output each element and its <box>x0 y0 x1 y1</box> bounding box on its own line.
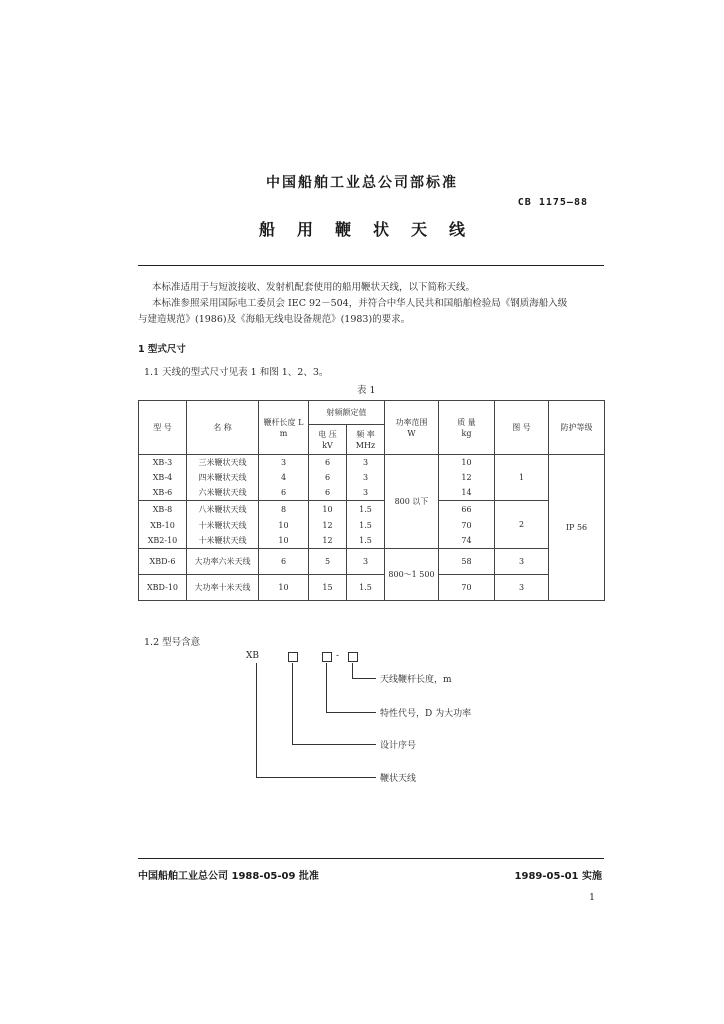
cell-frequency: 3 <box>347 455 385 471</box>
cell-name: 六米鞭状天线 <box>187 485 259 501</box>
intro-line-2: 本标准参照采用国际电工委员会 IEC 92－504，并符合中华人民共和国船舶检验局《钢质海船入级 <box>152 298 568 309</box>
cell-voltage: 6 <box>309 485 347 501</box>
organization-title: 中国船舶工业总公司部标准 <box>266 175 458 191</box>
cell-length: 10 <box>259 519 309 533</box>
cell-mass: 66 <box>439 501 495 519</box>
cell-name: 大功率六米天线 <box>187 549 259 575</box>
leader-line-feature-v <box>326 663 327 712</box>
header-voltage-unit: kV <box>322 440 333 450</box>
cell-frequency: 3 <box>347 485 385 501</box>
header-protection: 防护等级 <box>549 401 605 455</box>
header-model: 型 号 <box>139 401 187 455</box>
header-figure: 图 号 <box>495 401 549 455</box>
cell-model: XB2-10 <box>139 533 187 549</box>
header-rule <box>138 265 604 266</box>
cell-name: 大功率十米天线 <box>187 575 259 601</box>
cell-length: 6 <box>259 485 309 501</box>
cell-name: 四米鞭状天线 <box>187 471 259 485</box>
cell-model: XB-8 <box>139 501 187 519</box>
header-mass <box>439 401 495 455</box>
spec-table <box>138 400 605 601</box>
header-name: 名 称 <box>187 401 259 455</box>
header-mass-unit: kg <box>461 428 472 438</box>
designation-dash: - <box>336 651 340 661</box>
table-row <box>139 455 605 471</box>
header-length-unit: m <box>279 428 288 438</box>
table-row <box>139 575 605 601</box>
cell-voltage: 12 <box>309 533 347 549</box>
cell-mass: 10 <box>439 455 495 471</box>
cell-frequency: 1.5 <box>347 501 385 519</box>
cell-model: XBD-10 <box>139 575 187 601</box>
intro-line-1: 本标准适用于与短波接收、发射机配套使用的船用鞭状天线，以下简称天线。 <box>152 282 476 293</box>
cell-mass: 14 <box>439 485 495 501</box>
header-power-unit: W <box>407 428 416 438</box>
cell-figure-group-2: 2 <box>495 501 549 549</box>
feature-code-box <box>322 652 332 662</box>
cell-voltage: 6 <box>309 471 347 485</box>
cell-mass: 74 <box>439 533 495 549</box>
cell-frequency: 3 <box>347 549 385 575</box>
cell-length: 10 <box>259 575 309 601</box>
cell-length: 10 <box>259 533 309 549</box>
intro-line-3: 与建造规范》(1986)及《海船无线电设备规范》(1983)的要求。 <box>138 314 411 325</box>
cell-power-group-1: 800 以下 <box>385 455 439 549</box>
cell-figure-group-1: 1 <box>495 455 549 501</box>
header-frequency-unit: MHz <box>355 440 376 450</box>
implementation-date: 1989-05-01 实施 <box>514 871 602 882</box>
design-number-box <box>288 652 298 662</box>
cell-model: XB-6 <box>139 485 187 501</box>
header-rf-rating: 射频额定值 <box>309 401 385 425</box>
table-caption: 表 1 <box>357 385 376 396</box>
cell-length: 8 <box>259 501 309 519</box>
leader-line-feature-h <box>326 712 376 713</box>
leader-line-design-h <box>292 744 376 745</box>
approval-info: 中国船舶工业总公司 1988-05-09 批准 <box>138 871 319 882</box>
cell-frequency: 3 <box>347 471 385 485</box>
cell-length: 6 <box>259 549 309 575</box>
cell-name: 八米鞭状天线 <box>187 501 259 519</box>
cell-protection: IP 56 <box>549 455 605 601</box>
leader-line-length-v <box>352 663 353 678</box>
page-number: 1 <box>589 892 596 903</box>
cell-frequency: 1.5 <box>347 519 385 533</box>
header-voltage <box>309 425 347 455</box>
leader-line-type-v <box>256 663 257 777</box>
cell-mass: 58 <box>439 549 495 575</box>
header-length <box>259 401 309 455</box>
cell-name: 三米鞭状天线 <box>187 455 259 471</box>
cell-power-group-2: 800～1 500 <box>385 549 439 601</box>
cell-figure: 3 <box>495 549 549 575</box>
cell-model: XBD-6 <box>139 549 187 575</box>
header-power-label: 功率范围 <box>395 417 428 427</box>
label-antenna-type: 鞭状天线 <box>380 774 417 784</box>
leader-line-design-v <box>292 663 293 744</box>
cell-voltage: 10 <box>309 501 347 519</box>
cell-voltage: 5 <box>309 549 347 575</box>
header-frequency <box>347 425 385 455</box>
section-1-heading: 1 型式尺寸 <box>138 344 186 355</box>
document-title: 船用鞭状天线 <box>258 220 487 239</box>
designation-prefix: XB <box>246 651 260 661</box>
cell-frequency: 1.5 <box>347 575 385 601</box>
leader-line-type-h <box>256 777 376 778</box>
header-mass-label: 质 量 <box>457 417 476 427</box>
header-frequency-label: 频 率 <box>356 429 375 439</box>
standard-number: CB 1175—88 <box>517 197 588 208</box>
label-antenna-length: 天线鞭杆长度，m <box>380 675 452 685</box>
cell-length: 3 <box>259 455 309 471</box>
cell-mass: 70 <box>439 519 495 533</box>
label-design-number: 设计序号 <box>380 741 417 751</box>
length-box <box>348 652 358 662</box>
table-row <box>139 549 605 575</box>
header-power <box>385 401 439 455</box>
cell-model: XB-4 <box>139 471 187 485</box>
header-voltage-label: 电 压 <box>318 429 337 439</box>
clause-1-1: 1.1 天线的型式尺寸见表 1 和图 1、2、3。 <box>144 367 329 378</box>
cell-voltage: 15 <box>309 575 347 601</box>
cell-voltage: 12 <box>309 519 347 533</box>
cell-mass: 70 <box>439 575 495 601</box>
cell-voltage: 6 <box>309 455 347 471</box>
cell-length: 4 <box>259 471 309 485</box>
cell-name: 十米鞭状天线 <box>187 533 259 549</box>
cell-frequency: 1.5 <box>347 533 385 549</box>
cell-mass: 12 <box>439 471 495 485</box>
header-length-label: 鞭杆长度 L <box>263 417 304 427</box>
label-feature-code: 特性代号，D 为大功率 <box>380 709 472 719</box>
footer-rule <box>138 858 604 859</box>
cell-model: XB-3 <box>139 455 187 471</box>
leader-line-length-h <box>352 678 376 679</box>
cell-name: 十米鞭状天线 <box>187 519 259 533</box>
table-row <box>139 501 605 519</box>
clause-1-2-heading: 1.2 型号含意 <box>144 637 201 648</box>
cell-model: XB-10 <box>139 519 187 533</box>
cell-figure: 3 <box>495 575 549 601</box>
